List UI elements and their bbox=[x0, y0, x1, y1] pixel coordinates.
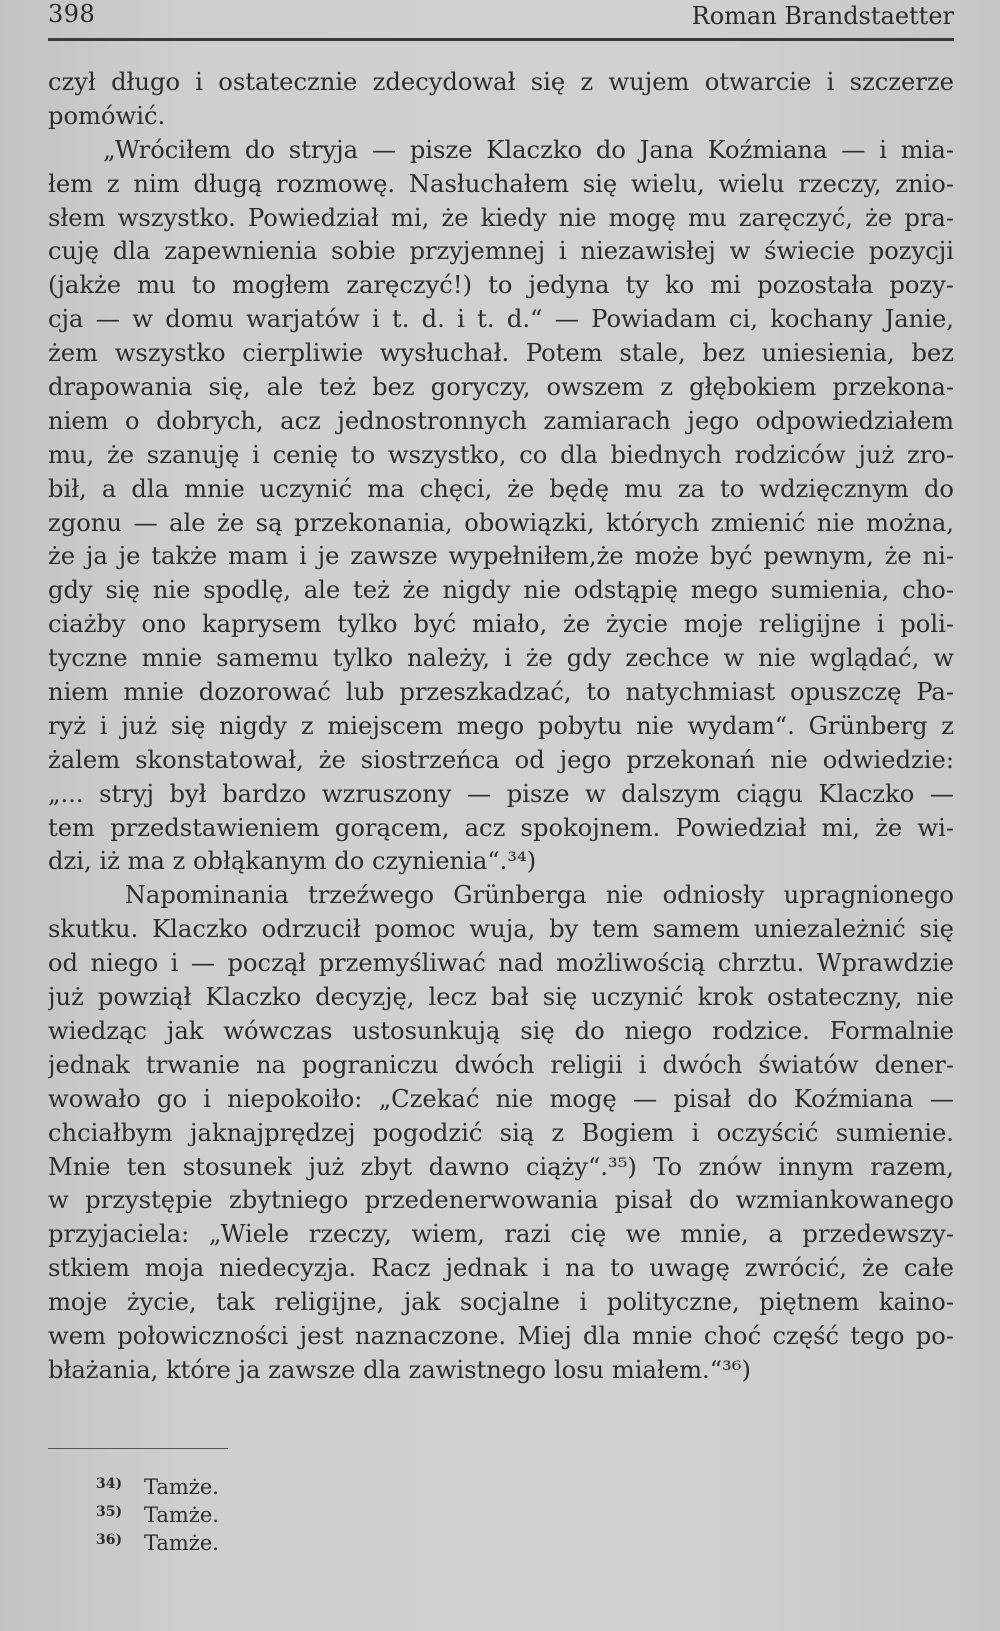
text-line: jednak trwanie na pograniczu dwóch religii i dwóch światów dener- bbox=[48, 1050, 954, 1079]
footnote bbox=[96, 1528, 219, 1556]
footnote-number: 36) bbox=[96, 1532, 123, 1548]
text-line: stkiem moja niedecyzja. Racz jednak i na to uwagę zwrócić, że całe bbox=[48, 1254, 954, 1283]
text-line: żem wszystko cierpliwie wysłuchał. Potem stale, bez uniesienia, bez bbox=[48, 339, 954, 368]
text-line: „... stryj był bardzo wzruszony — pisze w dalszym ciągu Klaczko — bbox=[48, 779, 954, 808]
text-line: ciażby ono kaprysem tylko być miało, że życie moje religijne i poli- bbox=[48, 610, 954, 639]
text-line: niem o dobrych, acz jednostronnych zamiarach jego odpowiedziałem bbox=[48, 406, 954, 435]
text-line: Mnie ten stosunek już zbyt dawno ciąży“.³⁵) To znów innym razem, bbox=[48, 1152, 954, 1181]
footnotes bbox=[96, 1472, 219, 1556]
text-line: moje życie, tak religijne, jak socjalne i polityczne, piętnem kaino- bbox=[48, 1288, 954, 1317]
text-line: łem z nim długą rozmowę. Nasłuchałem się wielu, wielu rzeczy, znio- bbox=[48, 169, 954, 198]
text-line: dzi, iż ma z obłąkanym do czynienia“.³⁴) bbox=[48, 847, 537, 876]
footnote-text: Tamże. bbox=[144, 1503, 219, 1527]
text-line: pomówić. bbox=[48, 101, 166, 130]
text-line: tem przedstawieniem gorącem, acz spokojnem. Powiedział mi, że wi- bbox=[48, 813, 954, 842]
text-line: już powziął Klaczko decyzję, lecz bał się uczynić krok ostateczny, nie bbox=[48, 983, 954, 1012]
text-line: wowało go i niepokoiło: „Czekać nie mogę — pisał do Koźmiana — bbox=[48, 1084, 954, 1113]
text-line: Napominania trzeźwego Grünberga nie odniosły upragnionego bbox=[48, 881, 954, 910]
page-number: 398 bbox=[48, 0, 96, 28]
text-line: tyczne mnie samemu tylko należy, i że gdy zechce w nie wglądać, w bbox=[48, 644, 954, 673]
running-head: Roman Brandstaetter bbox=[691, 2, 954, 30]
text-line: wiedząc jak wówczas ustosunkują się do niego rodzice. Formalnie bbox=[48, 1016, 954, 1045]
footnote-text: Tamże. bbox=[144, 1531, 219, 1555]
footnote bbox=[96, 1500, 219, 1528]
text-line: drapowania się, ale też bez goryczy, owszem z głębokiem przekona- bbox=[48, 373, 954, 402]
header-rule bbox=[48, 38, 954, 41]
footnote-rule bbox=[48, 1448, 228, 1449]
text-line: od niego i — począł przemyśliwać nad możliwością chrztu. Wprawdzie bbox=[48, 949, 954, 978]
text-line: ryż i już się nigdy z miejscem mego pobytu nie wydam“. Grünberg z bbox=[48, 711, 954, 740]
footnote-number: 35) bbox=[96, 1504, 123, 1520]
text-line: żalem skonstatował, że siostrzeńca od jego przekonań nie odwiedzie: bbox=[48, 745, 954, 774]
body-text bbox=[48, 66, 954, 1388]
footnote bbox=[96, 1472, 219, 1500]
text-line: że ja je także mam i je zawsze wypełniłem,że może być pewnym, że ni- bbox=[48, 542, 954, 571]
text-line: zgonu — ale że są przekonania, obowiązki, których zmienić nie można, bbox=[48, 508, 954, 537]
footnote-number: 34) bbox=[96, 1476, 123, 1492]
text-line: gdy się nie spodlę, ale też że nigdy nie odstąpię mego sumienia, cho- bbox=[48, 576, 954, 605]
text-line: cuję dla zapewnienia sobie przyjemnej i niezawisłej w świecie pozycji bbox=[48, 237, 954, 266]
text-line: mu, że szanuję i cenię to wszystko, co dla biednych rodziców już zro- bbox=[48, 440, 954, 469]
text-line: chciałbym jaknajprędzej pogodzić sią z Bogiem i oczyścić sumienie. bbox=[48, 1118, 954, 1147]
text-line: „Wróciłem do stryja — pisze Klaczko do Jana Koźmiana — i mia- bbox=[48, 135, 954, 164]
text-line: wem połowiczności jest naznaczone. Miej dla mnie choć część tego po- bbox=[48, 1321, 954, 1350]
text-line: słem wszystko. Powiedział mi, że kiedy nie mogę mu zaręczyć, że pra- bbox=[48, 203, 954, 232]
page-header bbox=[48, 0, 954, 40]
text-line: czył długo i ostatecznie zdecydował się z wujem otwarcie i szczerze bbox=[48, 68, 954, 96]
text-line: przyjaciela: „Wiele rzeczy, wiem, razi cię we mnie, a przedewszy- bbox=[48, 1220, 954, 1249]
text-line: bił, a dla mnie uczynić ma chęci, że będę mu za to wdzięcznym do bbox=[48, 474, 954, 503]
text-line: cja — w domu warjatów i t. d. i t. d.“ — Powiadam ci, kochany Janie, bbox=[48, 305, 954, 334]
text-line: (jakże mu to mogłem zaręczyć!) to jedyna ty ko mi pozostała pozy- bbox=[48, 271, 954, 300]
footnote-text: Tamże. bbox=[144, 1475, 219, 1499]
text-line: w przystępie zbytniego przedenerwowania pisał do wzmiankowanego bbox=[48, 1186, 954, 1215]
text-line: niem mnie dozorować lub przeszkadzać, to natychmiast opuszczę Pa- bbox=[48, 678, 954, 707]
text-line: skutku. Klaczko odrzucił pomoc wuja, by tem samem uniezależnić się bbox=[48, 915, 954, 944]
text-line: błażania, które ja zawsze dla zawistnego losu miałem.“³⁶) bbox=[48, 1355, 751, 1384]
